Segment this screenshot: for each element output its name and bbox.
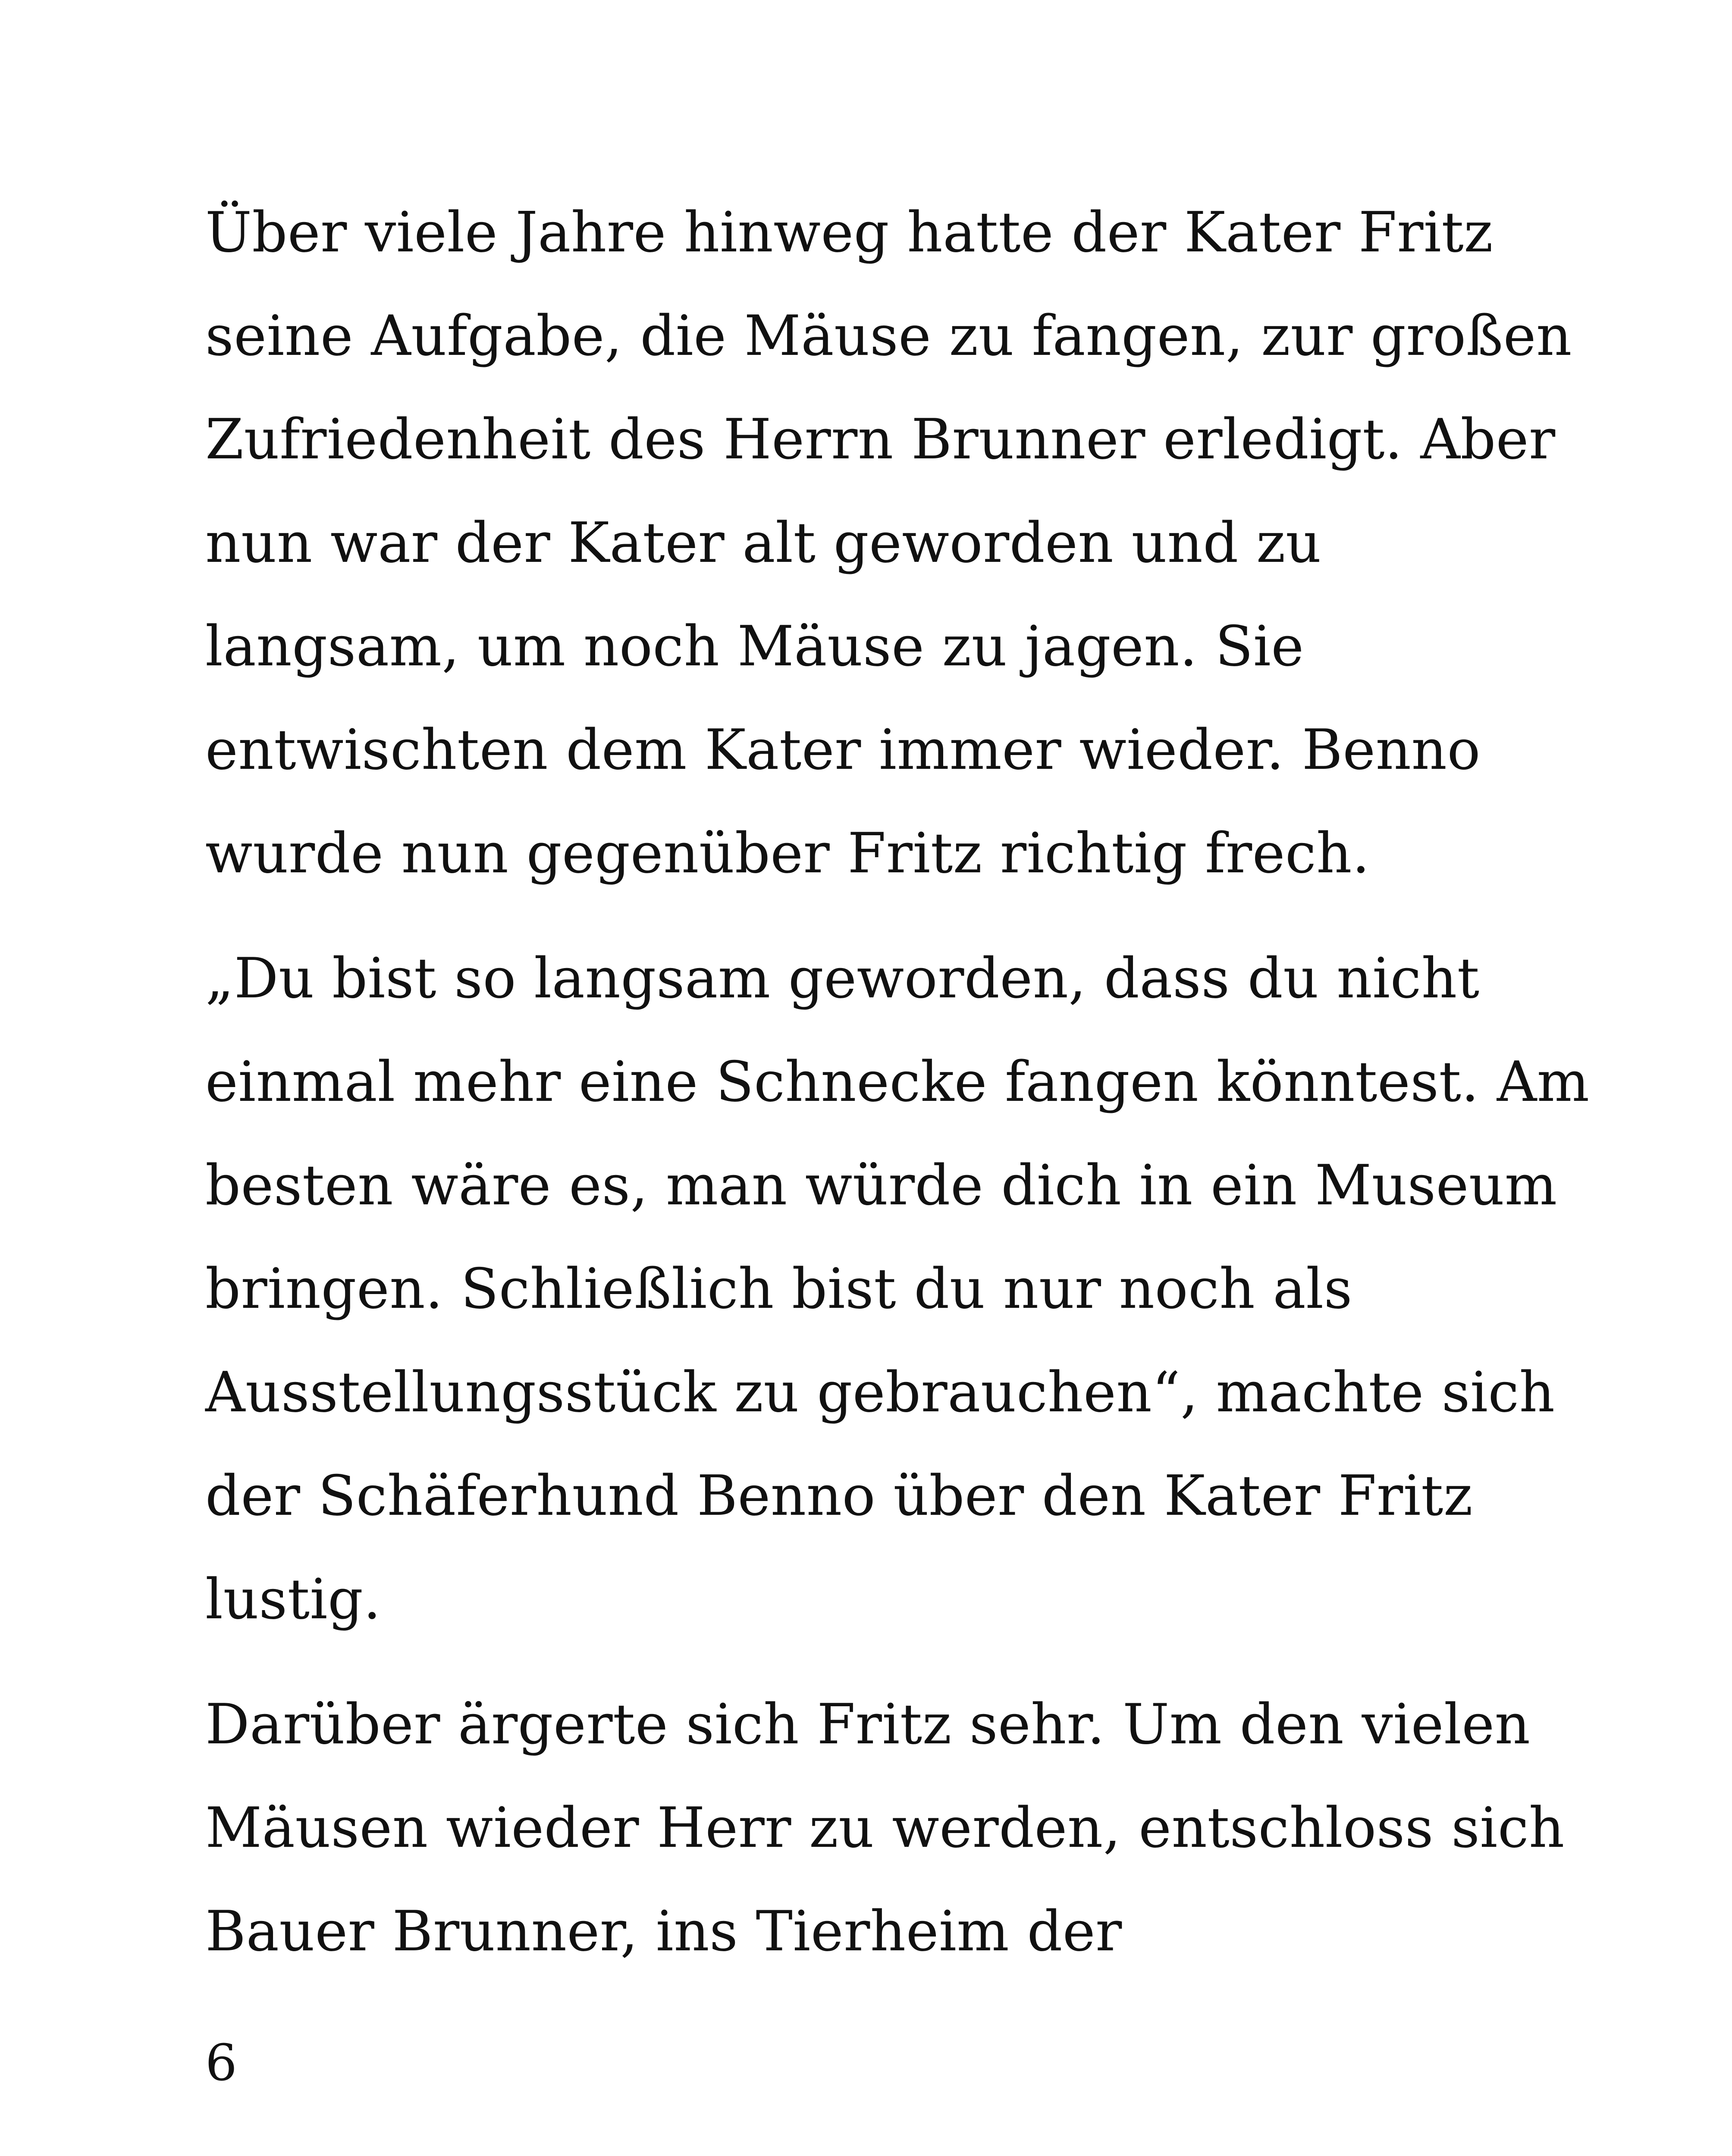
text-line: Mäusen wieder Herr zu werden, entschloss sich [205, 1796, 1565, 1860]
text-line: Über viele Jahre hinweg hatte der Kater Fritz [205, 201, 1494, 265]
text-line: Darüber ärgerte sich Fritz sehr. Um den vielen [205, 1692, 1531, 1757]
text-line: nun war der Kater alt geworden und zu [205, 511, 1321, 575]
text-line: lustig. [205, 1567, 381, 1632]
text-line: Bauer Brunner, ins Tierheim der [205, 1899, 1122, 1964]
text-line: „Du bist so langsam geworden, dass du nicht [205, 946, 1480, 1011]
text-line: Zufriedenheit des Herrn Brunner erledigt. Aber [205, 407, 1556, 472]
text-line: langsam, um noch Mäuse zu jagen. Sie [205, 614, 1304, 679]
body-text [205, 181, 1590, 2005]
paragraph-2 [205, 927, 1590, 1651]
text-line: der Schäferhund Benno über den Kater Fritz [205, 1464, 1473, 1528]
text-line: Ausstellungsstück zu gebrauchen“, machte sich [205, 1360, 1555, 1425]
paragraph-1 [205, 181, 1577, 906]
text-line: wurde nun gegenüber Fritz richtig frech. [205, 821, 1370, 886]
text-line: bringen. Schließlich bist du nur noch als [205, 1257, 1352, 1321]
text-line: besten wäre es, man würde dich in ein Museum [205, 1153, 1557, 1218]
paragraph-3 [205, 1673, 1577, 1984]
page-number: 6 [205, 2034, 237, 2092]
text-line: entwischten dem Kater immer wieder. Benno [205, 718, 1481, 782]
text-line: seine Aufgabe, die Mäuse zu fangen, zur großen [205, 304, 1572, 368]
text-line: einmal mehr eine Schnecke fangen könntest. Am [205, 1050, 1590, 1114]
